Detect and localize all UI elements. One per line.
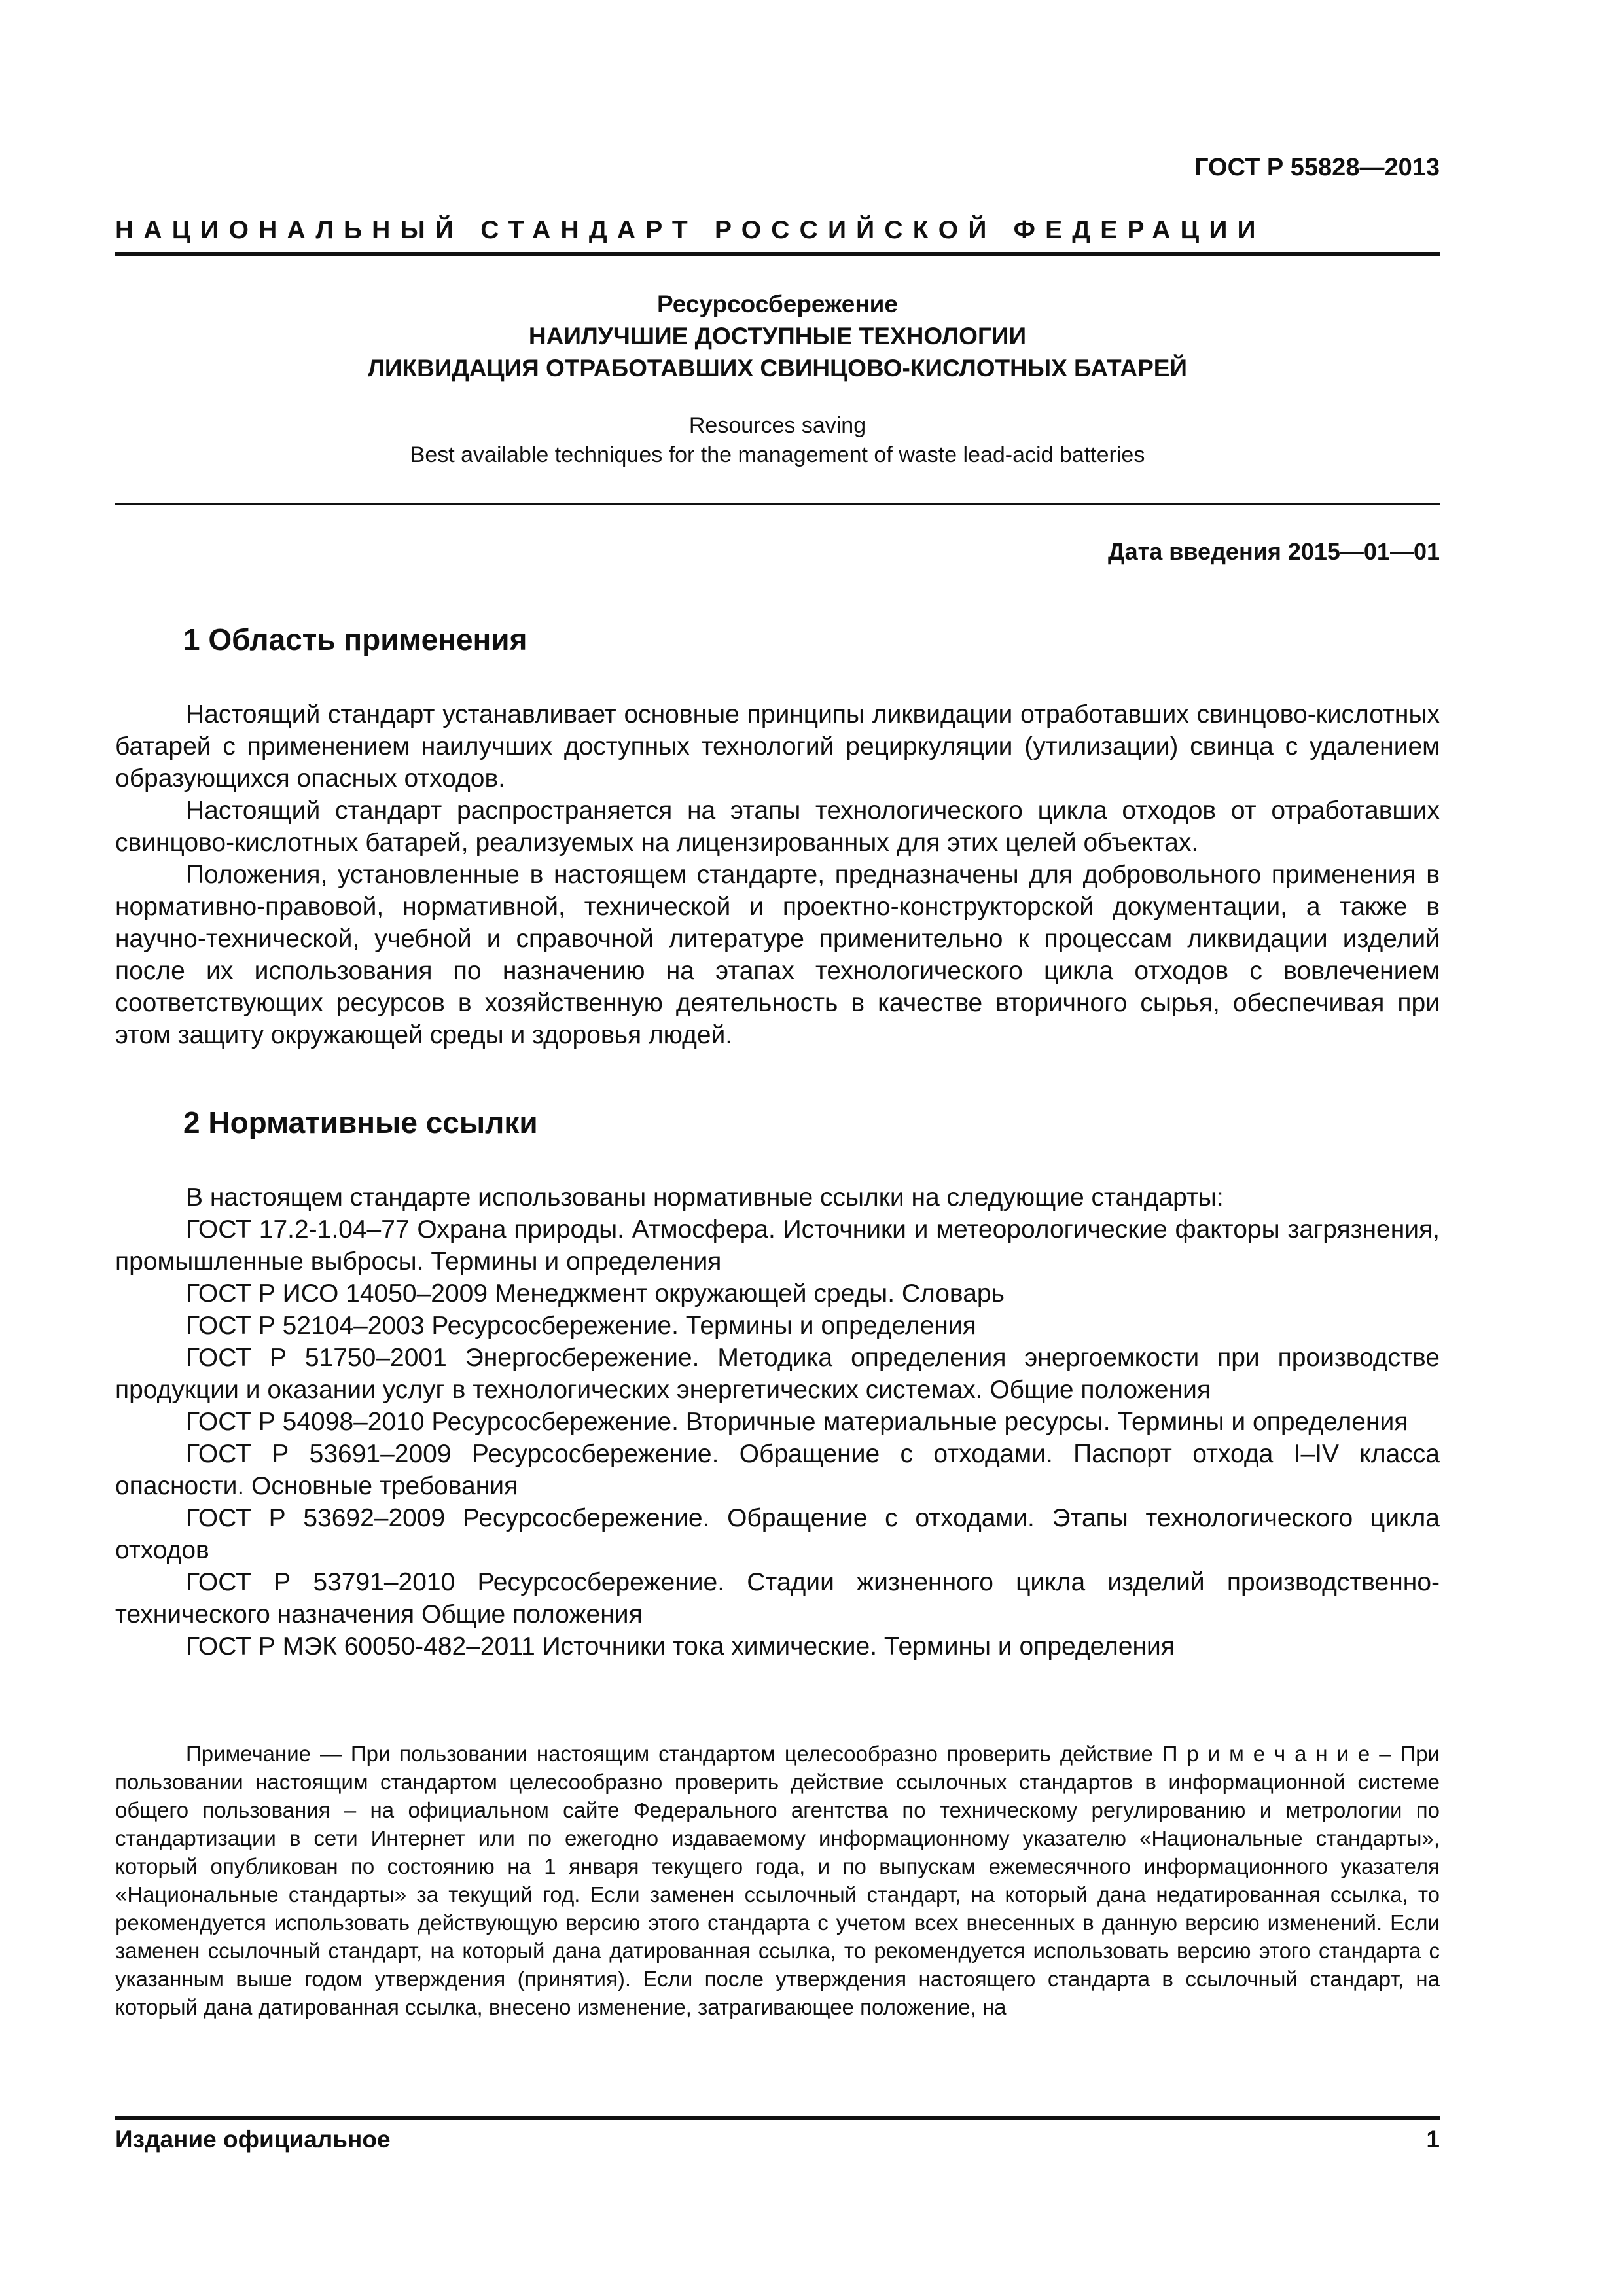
reference-item: ГОСТ 17.2-1.04–77 Охрана природы. Атмосфера. Источники и метеорологические факторы загрязнения, промышленные выбросы. Термины и определения	[115, 1215, 1440, 1276]
section-1-heading: 1 Область применения	[183, 622, 527, 656]
page-number: 1	[1426, 2126, 1440, 2153]
reference-item: ГОСТ Р 51750–2001 Энергосбережение. Методика определения энергоемкости при производстве продукции и оказании услуг в технологических энергетических системах. Общие положения	[115, 1344, 1440, 1404]
english-title-line-1: Resources saving	[688, 413, 866, 438]
english-title-line-2: Best available techniques for the management of waste lead-acid batteries	[410, 442, 1145, 467]
references-note: Примечание — При пользовании настоящим стандартом целесообразно проверить действие П р и м е ч а н и е – При пользовании настоящим стандартом целесообразно проверить действие ссылочных стандартов в информационной системе общего пользования – на официальном сайте Федерального агентства по техническому регулированию и метрологии по стандартизации в сети Интернет или по ежегодно издаваемому информационному указателю «Национальные стандарты», который опубликован по состоянию на 1 января текущего года, и по выпускам ежемесячного информационного указателя «Национальные стандарты» за текущий год. Если заменен ссылочный стандарт, на который дана недатированная ссылка, то рекомендуется использовать действующую версию этого стандарта с учетом всех внесенных в данную версию изменений. Если заменен ссылочный стандарт, на который дана датированная ссылка, то рекомендуется использовать версию этого стандарта с указанным выше годом утверждения (принятия). Если после утверждения настоящего стандарта в ссылочный стандарт, на который дана датированная ссылка, внесено изменение, затрагивающее положение, на	[115, 1742, 1440, 2019]
section-1-body	[115, 698, 1440, 1051]
section-1-paragraph: Положения, установленные в настоящем стандарте, предназначены для добровольного применения в нормативно-правовой, нормативной, технической и проектно-конструкторской документации, а также в научно-технической, учебной и справочной литературе применительно к процессам ликвидации изделий после их использования по назначению на этапах технологического цикла отходов с вовлечением соответствующих ресурсов в хозяйственную деятельность в качестве вторичного сырья, обеспечивая при этом защиту окружающей среды и здоровья людей.	[115, 861, 1440, 1049]
section-2-heading: 2 Нормативные ссылки	[183, 1105, 538, 1139]
english-title-block	[115, 411, 1440, 470]
reference-item: ГОСТ Р ИСО 14050–2009 Менеджмент окружающей среды. Словарь	[186, 1280, 1005, 1308]
edition-label: Издание официальное	[115, 2126, 391, 2153]
title-block	[115, 288, 1440, 384]
national-standard-header: НАЦИОНАЛЬНЫЙ СТАНДАРТ РОССИЙСКОЙ ФЕДЕРАЦИИ	[115, 216, 1266, 244]
title-line-2: НАИЛУЧШИЕ ДОСТУПНЫЕ ТЕХНОЛОГИИ	[528, 323, 1027, 350]
section-1-paragraph: Настоящий стандарт распространяется на этапы технологического цикла отходов от отработавших свинцово-кислотных батарей, реализуемых на лицензированных для этих целей объектах.	[115, 797, 1440, 857]
intro-date: Дата введения 2015—01—01	[1107, 538, 1440, 565]
document-id: ГОСТ Р 55828—2013	[1194, 154, 1440, 181]
reference-item: ГОСТ Р 53692–2009 Ресурсосбережение. Обращение с отходами. Этапы технологического цикла отходов	[115, 1504, 1440, 1564]
reference-item: ГОСТ Р 53791–2010 Ресурсосбережение. Стадии жизненного цикла изделий производственно-технического назначения Общие положения	[115, 1568, 1440, 1628]
section-2-body	[115, 1181, 1440, 1662]
reference-item: ГОСТ Р 53691–2009 Ресурсосбережение. Обращение с отходами. Паспорт отхода I–IV класса опасности. Основные требования	[115, 1440, 1440, 1500]
reference-item: ГОСТ Р МЭК 60050-482–2011 Источники тока химические. Термины и определения	[186, 1632, 1175, 1660]
reference-item: ГОСТ Р 52104–2003 Ресурсосбережение. Термины и определения	[186, 1312, 976, 1340]
title-line-3: ЛИКВИДАЦИЯ ОТРАБОТАВШИХ СВИНЦОВО-КИСЛОТНЫХ БАТАРЕЙ	[367, 355, 1188, 382]
title-rule	[115, 503, 1440, 505]
footer-rule	[115, 2116, 1440, 2120]
header-rule	[115, 252, 1440, 256]
title-line-1: Ресурсосбережение	[656, 291, 898, 317]
reference-item: ГОСТ Р 54098–2010 Ресурсосбережение. Вторичные материальные ресурсы. Термины и определения	[186, 1408, 1408, 1436]
references-intro: В настоящем стандарте использованы нормативные ссылки на следующие стандарты:	[186, 1183, 1224, 1211]
section-1-paragraph: Настоящий стандарт устанавливает основные принципы ликвидации отработавших свинцово-кислотных батарей с применением наилучших доступных технологий рециркуляции (утилизации) свинца с удалением образующихся опасных отходов.	[115, 700, 1440, 793]
